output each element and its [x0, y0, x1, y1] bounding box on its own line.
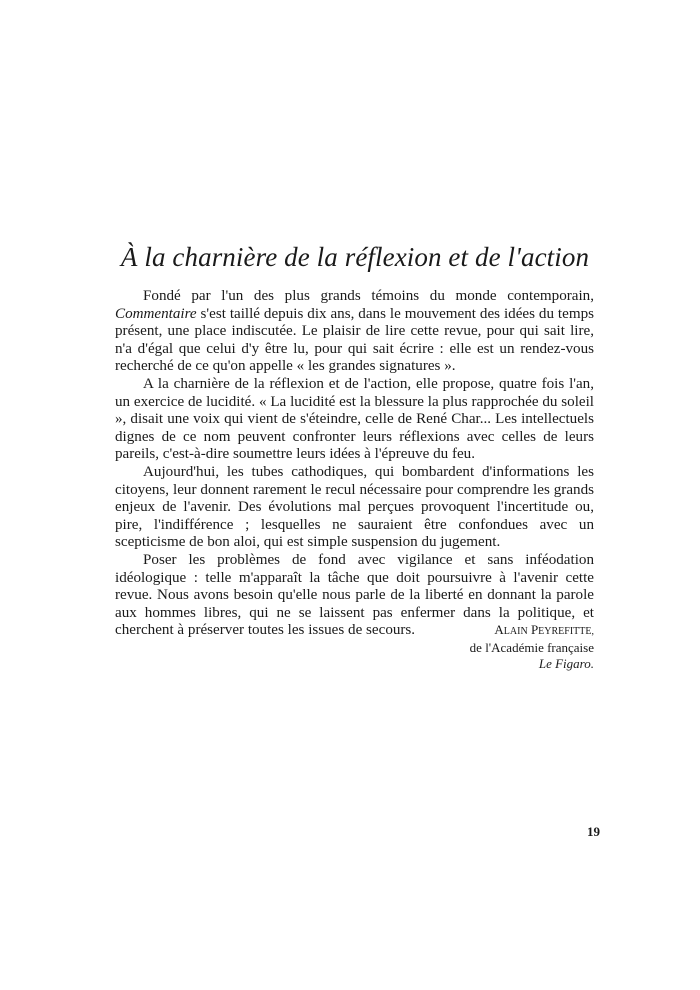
paragraph-1-text: s'est taillé depuis dix ans, dans le mouvement des idées du temps présent, une place indiscutée. Le plaisir de lire cette revue, pour qui sait lire, n'a d'égal que celui d'y être lu, pour qui sait écrire : elle est un rendez-vous recherché de ce qu'on appelle « les grandes signatures ». [115, 305, 594, 375]
paragraph-1-intro: Fondé par l'un des plus grands témoins du monde contemporain, [143, 288, 594, 304]
journal-name: Commentaire [115, 305, 197, 322]
page-number: 19 [587, 824, 600, 839]
signature-block [470, 622, 594, 672]
paragraph-2: A la charnière de la réflexion et de l'action, elle propose, quatre fois l'an, un exercice de lucidité. « La lucidité est la blessure la plus rapprochée du soleil », disait une voix qui vient de s'éteindre, celle de René Char... Les intellectuels dignes de ce nom peuvent confronter leurs réflexions avec celles de leurs pareils, c'est-à-dire soumettre leurs idées à l'épreuve du feu. [115, 375, 594, 463]
paragraph-3: Aujourd'hui, les tubes cathodiques, qui bombardent d'informations les citoyens, leur donnent rarement le recul nécessaire pour comprendre les grands enjeux de l'avenir. Des évolutions mal perçues provoquent l'incertitude ou, pire, l'indifférence ; lesquelles ne sauraient être confondues avec un scepticisme de bon aloi, qui est simple suspension du jugement. [115, 463, 594, 551]
paragraph-4: Poser les problèmes de fond avec vigilance et sans inféodation idéologique : telle m'apparaît la tâche que doit poursuivre à l'avenir cette revue. Nous avons besoin qu'elle nous parle de la liberté en donnant la parole aux hommes libres, qui ne se laissent pas enfermer dans la politique, et cherchent à préserver toutes les issues de secours. [115, 551, 594, 639]
article-title: À la charnière de la réflexion et de l'action [120, 242, 590, 272]
author-affiliation: de l'Académie française [469, 640, 594, 655]
paragraph-1 [115, 288, 594, 376]
author-name: ALAIN PEYREFITTE, [494, 622, 594, 637]
source-publication: Le Figaro. [538, 656, 594, 671]
article-body [115, 288, 594, 640]
